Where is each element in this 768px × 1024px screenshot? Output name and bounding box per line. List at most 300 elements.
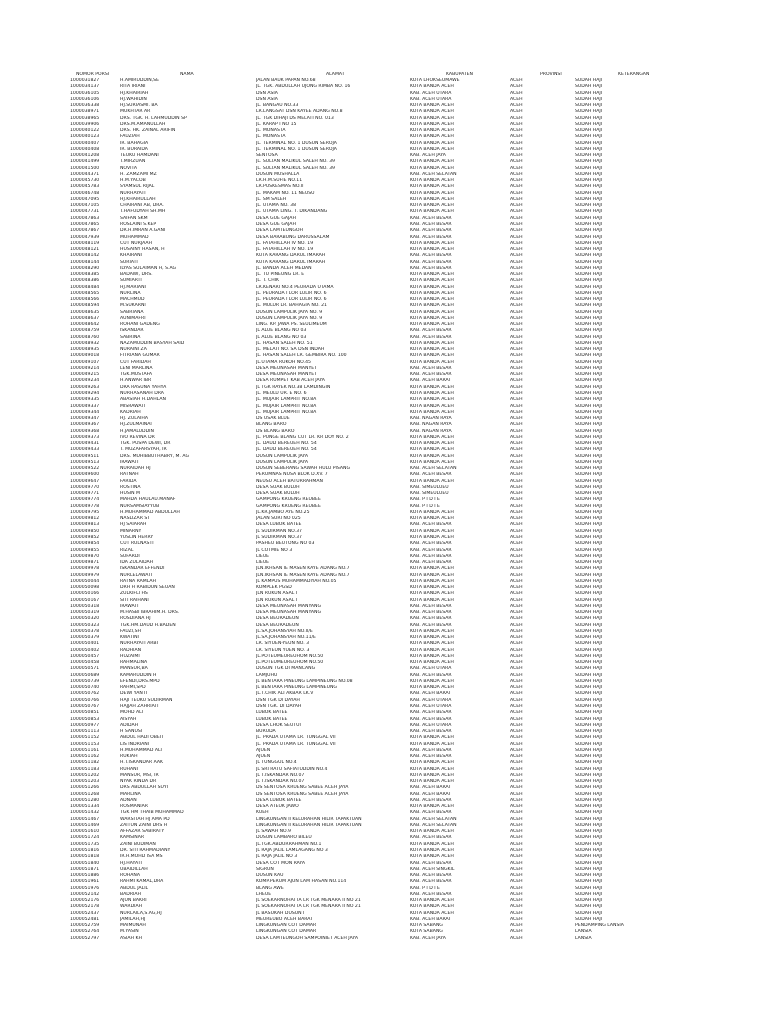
cell-kabupaten: KAB. ACEH JAYA — [410, 153, 446, 159]
cell-nomor-porsi: 1000050319 — [70, 610, 100, 616]
cell-kabupaten: KAB. ACEH UTARA — [410, 722, 452, 728]
cell-kabupaten: KAB. ACEH UTARA — [410, 697, 452, 703]
cell-kabupaten: KAB. NAGAN RAYA — [410, 428, 452, 434]
cell-keterangan: SUDAH HAJI — [575, 416, 603, 422]
cell-nama: ROHANI GADENG — [120, 322, 160, 328]
cell-alamat: LINGKUNGAN II KELURAHAN HILIR TAPAKTUAN — [256, 816, 362, 822]
cell-kabupaten: KAB. ACEH BESAR — [410, 729, 452, 735]
cell-provinsi: ACEH — [510, 78, 523, 83]
table-row — [0, 767, 768, 773]
cell-nomor-porsi: 1000050766 — [70, 697, 100, 703]
table-row — [0, 429, 768, 435]
cell-keterangan: SUDAH HAJI — [575, 303, 603, 309]
table-row — [0, 729, 768, 735]
cell-nama: NYAK RINDA DR — [120, 779, 157, 785]
cell-nama: SUMIARTI — [120, 278, 142, 284]
cell-kabupaten: KAB. ACEH BESAR — [410, 616, 452, 622]
cell-alamat: JL. MELATI NO. SA DSN INDAH — [256, 347, 325, 353]
cell-kabupaten: KAB. ACEH BESAR — [410, 334, 452, 340]
cell-keterangan: SUDAH HAJI — [575, 134, 603, 140]
cell-provinsi: ACEH — [510, 841, 523, 847]
cell-provinsi: ACEH — [510, 359, 523, 365]
table-row — [0, 673, 768, 679]
cell-alamat: DUSUN LAMPULIK JAYA — [256, 453, 309, 459]
cell-alamat: JL.POTEUMEUREUHOM NO.50 — [256, 660, 324, 666]
cell-nama: HJ.ZULMAINAI — [120, 422, 152, 428]
cell-keterangan: SUDAH HAJI — [575, 265, 603, 271]
cell-keterangan: SUDAH HAJI — [575, 359, 603, 365]
cell-provinsi: ACEH — [510, 591, 523, 597]
cell-keterangan: SUDAH HAJI — [575, 378, 603, 384]
cell-provinsi: ACEH — [510, 290, 523, 296]
cell-provinsi: ACEH — [510, 866, 523, 872]
cell-nama: H SANUSI — [120, 729, 143, 735]
cell-keterangan: SUDAH HAJI — [575, 653, 603, 659]
cell-nomor-porsi: 1000040408 — [70, 146, 100, 152]
table-row — [0, 911, 768, 917]
cell-nama: DRH H RABIDUN SEUAN — [120, 585, 175, 591]
table-row — [0, 873, 768, 879]
table-row — [0, 479, 768, 485]
cell-alamat: JL. MONASTA — [256, 128, 286, 134]
table-row — [0, 742, 768, 748]
cell-alamat: JL. MUJAIR LAMPRIT NO.8A — [256, 409, 317, 415]
cell-nama: IR. BAHAGIA — [120, 140, 149, 146]
cell-alamat: JL. UTAMA NO. 38 — [256, 203, 296, 209]
cell-kabupaten: KOTA BANDA ACEH — [410, 196, 454, 202]
cell-alamat: JL. TU PINEUNG LR. E — [256, 272, 305, 278]
cell-kabupaten: KOTA BANDA ACEH — [410, 209, 454, 215]
cell-provinsi: ACEH — [510, 754, 523, 760]
table-row — [0, 510, 768, 516]
cell-kabupaten: KAB. ACEH BESAR — [410, 835, 452, 841]
cell-provinsi: ACEH — [510, 391, 523, 396]
cell-nomor-porsi: 1000050851 — [70, 710, 100, 716]
cell-provinsi: ACEH — [510, 128, 523, 134]
cell-keterangan: SUDAH HAJI — [575, 441, 603, 447]
table-row — [0, 410, 768, 416]
cell-alamat: JL.UTAMA RUKOH NO.45 — [256, 359, 311, 365]
cell-nomor-porsi: 1000050457 — [70, 653, 100, 659]
cell-nomor-porsi: 1000048385 — [70, 272, 100, 278]
cell-provinsi: ACEH — [510, 653, 523, 659]
table-row — [0, 178, 768, 184]
table-row — [0, 529, 768, 535]
cell-nama: NURAIDAH HJ — [120, 466, 151, 472]
cell-kabupaten: KAB. ACEH BESAR — [410, 259, 452, 265]
cell-alamat: DESA MEUNASAH MANYANG — [256, 603, 322, 609]
cell-nama: CUT RULNASTI — [120, 541, 154, 547]
cell-kabupaten: KOTA BANDA ACEH — [410, 898, 454, 904]
cell-alamat: DUSUN LAMPULIK JAYA — [256, 459, 309, 465]
cell-kabupaten: KOTA BANDA ACEH — [410, 115, 454, 121]
cell-alamat: DS SENTOSA KRUENG SABEE ACEH JAYA — [256, 785, 349, 791]
cell-nomor-porsi: 1000049373 — [70, 434, 100, 440]
cell-alamat: DESA ATEUK JAWO — [256, 804, 299, 810]
cell-keterangan: SUDAH HAJI — [575, 904, 603, 910]
cell-provinsi: ACEH — [510, 691, 523, 697]
cell-provinsi: ACEH — [510, 347, 523, 353]
cell-nomor-porsi: 1000040407 — [70, 140, 100, 146]
cell-kabupaten: KOTA SABANG — [410, 923, 443, 929]
cell-nama: IRAWATI — [120, 603, 139, 609]
cell-keterangan: SUDAH HAJI — [575, 253, 603, 259]
cell-keterangan: SUDAH HAJI — [575, 290, 603, 296]
cell-kabupaten: KAB. ACEH BESAR — [410, 860, 452, 866]
table-row — [0, 235, 768, 241]
cell-alamat: KUTA KARANG DARUL IMARAH — [256, 253, 326, 259]
cell-nomor-porsi: 1000036105 — [70, 90, 100, 96]
cell-alamat: JL. PRADA UTAMA LR. TUNGGAL VII — [256, 741, 336, 747]
cell-provinsi: ACEH — [510, 528, 523, 534]
cell-keterangan: SUDAH HAJI — [575, 322, 603, 328]
table-row — [0, 197, 768, 203]
cell-kabupaten: KOTA BANDA ACEH — [410, 647, 454, 653]
cell-kabupaten: KAB. ACEH BESAR — [410, 873, 452, 879]
table-row — [0, 460, 768, 466]
cell-provinsi: ACEH — [510, 466, 523, 472]
cell-keterangan: SUDAH HAJI — [575, 115, 603, 121]
cell-nomor-porsi: 1000049513 — [70, 459, 100, 465]
cell-kabupaten: KAB. ACEH BARAT — [410, 791, 452, 797]
cell-provinsi: ACEH — [510, 90, 523, 96]
cell-nama: ABASIAH H.DAHLAN — [120, 397, 166, 403]
cell-provinsi: ACEH — [510, 735, 523, 741]
cell-provinsi: ACEH — [510, 935, 523, 941]
table-row — [0, 598, 768, 604]
table-row — [0, 128, 768, 134]
table-row — [0, 641, 768, 647]
cell-provinsi: ACEH — [510, 272, 523, 278]
table-row — [0, 272, 768, 278]
cell-kabupaten: KAB. ACEH UTARA — [410, 704, 452, 709]
cell-alamat: DESA LHOK SEUTUI — [256, 722, 301, 728]
cell-provinsi: ACEH — [510, 472, 523, 478]
table-row — [0, 416, 768, 422]
cell-nama: ISKANDAR — [120, 328, 144, 334]
table-row — [0, 141, 768, 147]
table-row — [0, 454, 768, 460]
cell-provinsi: ACEH — [510, 785, 523, 791]
cell-nomor-porsi: 1000052178 — [70, 904, 100, 910]
cell-nomor-porsi: 1000049978 — [70, 566, 100, 572]
cell-nama: MANSUR, MSI, IR — [120, 772, 159, 778]
cell-alamat: JL. HASAN SALEH LR. GEMBIRA NO. 100 — [256, 353, 347, 359]
table-row — [0, 435, 768, 441]
cell-kabupaten: KAB. ACEH BESAR — [410, 553, 452, 559]
cell-alamat: LINGKUNGAN COT DAMAR — [256, 929, 317, 935]
cell-keterangan: SUDAH HAJI — [575, 503, 603, 509]
table-row — [0, 78, 768, 84]
cell-nomor-porsi: 1000049600 — [70, 472, 100, 478]
cell-keterangan: SUDAH HAJI — [575, 491, 603, 497]
table-row — [0, 704, 768, 710]
cell-alamat: DS SENTOSA KRUENG SABEE ACEH JAYA — [256, 791, 349, 797]
cell-provinsi: ACEH — [510, 879, 523, 885]
cell-keterangan: SUDAH HAJI — [575, 735, 603, 741]
cell-nama: ROSLAINI S.KEP — [120, 221, 157, 227]
cell-alamat: JL KAMPUS MUHAMMADIYAH NO.05 — [256, 578, 337, 584]
cell-nomor-porsi: 1000050402 — [70, 647, 100, 653]
cell-kabupaten: KAB. ACEH UTARA — [410, 90, 452, 96]
cell-kabupaten: KOTA BANDA ACEH — [410, 779, 454, 785]
cell-kabupaten: KAB. ACEH BESAR — [410, 754, 452, 760]
table-row — [0, 535, 768, 541]
table-row — [0, 397, 768, 403]
table-row — [0, 785, 768, 791]
cell-nama: AFFAZAR SABIRATY — [120, 829, 165, 835]
cell-provinsi: ACEH — [510, 334, 523, 340]
cell-kabupaten: KOTA BANDA ACEH — [410, 534, 454, 540]
cell-alamat: JL.SA.JOHANSYAH NO.II/E — [256, 628, 313, 634]
cell-nama: DRS. TGK. H. LAHMUDDIN SP — [120, 115, 187, 121]
cell-keterangan: SUDAH HAJI — [575, 221, 603, 227]
cell-nama: KWATINI — [120, 635, 139, 641]
cell-provinsi: ACEH — [510, 478, 523, 484]
cell-keterangan: SUDAH HAJI — [575, 873, 603, 879]
cell-alamat: DESA GUE GAJAH — [256, 215, 296, 221]
cell-keterangan: SUDAH HAJI — [575, 760, 603, 766]
cell-provinsi: ACEH — [510, 428, 523, 434]
cell-provinsi: ACEH — [510, 146, 523, 152]
cell-kabupaten: KOTA BANDA ACEH — [410, 741, 454, 747]
table-row — [0, 485, 768, 491]
cell-nomor-porsi: 1000048566 — [70, 297, 100, 303]
cell-keterangan: SUDAH HAJI — [575, 829, 603, 835]
table-row — [0, 685, 768, 691]
table-row — [0, 166, 768, 172]
cell-nama: HAJI TEUKU SUDIRMAN — [120, 697, 173, 703]
cell-keterangan: SUDAH HAJI — [575, 591, 603, 597]
cell-keterangan: SUDAH HAJI — [575, 90, 603, 96]
table-row — [0, 779, 768, 785]
cell-keterangan: SUDAH HAJI — [575, 741, 603, 747]
cell-nomor-porsi: 1000050740 — [70, 685, 100, 691]
cell-keterangan: SUDAH HAJI — [575, 566, 603, 572]
cell-kabupaten: KAB. ACEH BESAR — [410, 560, 452, 566]
cell-keterangan: SUDAH HAJI — [575, 153, 603, 159]
cell-alamat: JL. MEULU UR. E NO. 6 — [256, 391, 307, 396]
cell-kabupaten: KAB. ACEH BESAR — [410, 603, 452, 609]
cell-kabupaten: KOTA BANDA ACEH — [410, 272, 454, 278]
cell-provinsi: ACEH — [510, 822, 523, 828]
cell-keterangan: SUDAH HAJI — [575, 190, 603, 196]
cell-alamat: JL. SM SALEH — [256, 196, 287, 202]
table-row — [0, 623, 768, 629]
cell-nama: NAZAMUDDIN BASYAH SAID — [120, 340, 185, 346]
cell-provinsi: ACEH — [510, 84, 523, 90]
cell-kabupaten: KOTA BANDA ACEH — [410, 353, 454, 359]
cell-provinsi: ACEH — [510, 810, 523, 816]
cell-nomor-porsi: 1000049774 — [70, 497, 100, 503]
cell-alamat: JL ALUE BLANG NO 03 — [256, 334, 307, 340]
cell-nomor-porsi: 1000051735 — [70, 841, 100, 847]
cell-provinsi: ACEH — [510, 484, 523, 490]
cell-provinsi: ACEH — [510, 259, 523, 265]
cell-nomor-porsi: 1000050166 — [70, 591, 100, 597]
cell-keterangan: SUDAH HAJI — [575, 209, 603, 215]
cell-keterangan: SUDAH HAJI — [575, 284, 603, 290]
cell-keterangan: SUDAH HAJI — [575, 309, 603, 315]
cell-nama: MISRAWATI — [120, 403, 146, 409]
cell-nama: TGK.MUSTAFA — [120, 372, 153, 378]
cell-provinsi: ACEH — [510, 96, 523, 102]
table-row — [0, 635, 768, 641]
cell-alamat: LR.LANGSAT DSN KAYEE ADANG NO.8 — [256, 109, 343, 115]
cell-nama: M.HASBI IBRAHIM.H. DRS. — [120, 610, 180, 616]
table-row — [0, 892, 768, 898]
cell-nomor-porsi: 1000049854 — [70, 541, 100, 547]
cell-nama: TGK.HM.DAUD H.BADEN — [120, 622, 176, 628]
cell-keterangan: SUDAH HAJI — [575, 672, 603, 678]
cell-alamat: JL SOEKARNOHATTA LR TGK MENARA II NO 21 — [256, 904, 361, 910]
cell-alamat: BLANG AWE — [256, 885, 284, 891]
cell-provinsi: ACEH — [510, 153, 523, 159]
cell-provinsi: ACEH — [510, 760, 523, 766]
cell-alamat: JL SAWAH NO.9 — [256, 829, 291, 835]
cell-nama: MINARNY — [120, 528, 142, 534]
cell-alamat: LIEUE — [256, 553, 270, 559]
cell-provinsi: ACEH — [510, 672, 523, 678]
table-row — [0, 447, 768, 453]
cell-nama: T.HAFUDYAH SH.MH — [120, 209, 166, 215]
cell-alamat: DUSUN KAU — [256, 873, 284, 879]
cell-alamat: JL. MAKAM NO. 11 NEUSU — [256, 190, 315, 196]
cell-alamat: JL. MULUR LR. BAHAGIA NO. 21 — [256, 303, 327, 309]
cell-nama: HJ.KHAIRULLAH — [120, 196, 156, 202]
cell-keterangan: SUDAH HAJI — [575, 247, 603, 253]
cell-nomor-porsi: 1000051432 — [70, 810, 100, 816]
table-row — [0, 122, 768, 128]
cell-keterangan: SUDAH HAJI — [575, 616, 603, 622]
table-row — [0, 335, 768, 341]
cell-keterangan: SUDAH HAJI — [575, 704, 603, 709]
cell-nomor-porsi: 1000041499 — [70, 159, 100, 165]
cell-provinsi: ACEH — [510, 854, 523, 860]
cell-provinsi: ACEH — [510, 134, 523, 140]
cell-alamat: JL. BANDA ACEH MEDAN — [256, 265, 312, 271]
cell-nomor-porsi: 1000051162 — [70, 754, 100, 760]
cell-nomor-porsi: 1000049770 — [70, 484, 100, 490]
cell-nomor-porsi: 1000049215 — [70, 372, 100, 378]
cell-nama: DRS. MUHIBBUTHABRY, M. AG — [120, 453, 190, 459]
cell-provinsi: ACEH — [510, 522, 523, 528]
cell-nama: SITI RAIHANI — [120, 597, 149, 603]
cell-provinsi: ACEH — [510, 209, 523, 215]
cell-alamat: JL BENTARA PINEUNG LAMPINEUNG NO.08 — [256, 678, 353, 684]
cell-keterangan: SUDAH HAJI — [575, 315, 603, 321]
cell-keterangan: SUDAH HAJI — [575, 397, 603, 403]
cell-keterangan: SUDAH HAJI — [575, 203, 603, 209]
cell-kabupaten: KOTA BANDA ACEH — [410, 384, 454, 390]
cell-kabupaten: KOTA BANDA ACEH — [410, 391, 454, 396]
table-row — [0, 466, 768, 472]
cell-keterangan: SUDAH HAJI — [575, 328, 603, 334]
cell-nomor-porsi: 1000050977 — [70, 722, 100, 728]
cell-alamat: JL T.ISKANDAR NO.07 — [256, 772, 305, 778]
cell-nomor-porsi: 1000049979 — [70, 572, 100, 578]
cell-provinsi: ACEH — [510, 234, 523, 240]
table-row — [0, 266, 768, 272]
cell-provinsi: ACEH — [510, 215, 523, 221]
cell-kabupaten: KOTA BANDA ACEH — [410, 397, 454, 403]
cell-provinsi: ACEH — [510, 541, 523, 547]
cell-keterangan: SUDAH HAJI — [575, 879, 603, 885]
cell-nama: FAUZIAH — [120, 134, 140, 140]
cell-nama: ASIAH KH — [120, 935, 142, 941]
cell-alamat: GAMPONG KRUENG REUBEE — [256, 503, 321, 509]
cell-nama: HJ.WAHIDIN — [120, 96, 147, 102]
cell-nomor-porsi: 1000051203 — [70, 779, 100, 785]
cell-alamat: LR. SIYEUN YUEN NO. 3 — [256, 647, 310, 653]
cell-kabupaten: KOTA BANDA ACEH — [410, 660, 454, 666]
cell-keterangan: SUDAH HAJI — [575, 403, 603, 409]
cell-keterangan: SUDAH HAJI — [575, 647, 603, 653]
cell-kabupaten: KOTA BANDA ACEH — [410, 140, 454, 146]
table-row — [0, 660, 768, 666]
cell-alamat: JL. TERMINAL NO. 1 DUSUN SEROJA — [256, 146, 337, 152]
cell-kabupaten: KAB. ACEH BESAR — [410, 879, 452, 885]
table-row — [0, 898, 768, 904]
cell-alamat: JL ALUE BLANG NO 03 — [256, 328, 307, 334]
table-row — [0, 735, 768, 741]
cell-nomor-porsi: 1000031827 — [70, 78, 100, 83]
cell-provinsi: ACEH — [510, 378, 523, 384]
cell-kabupaten: KAB. ACEH BESAR — [410, 365, 452, 371]
cell-provinsi: ACEH — [510, 685, 523, 691]
cell-kabupaten: KAB. ACEH BESAR — [410, 716, 452, 722]
cell-provinsi: ACEH — [510, 403, 523, 409]
cell-provinsi: ACEH — [510, 228, 523, 234]
cell-alamat: DESA LAMTEUNGOH SAMPOINIET ACEH JAYA — [256, 935, 358, 941]
cell-kabupaten: KOTA BANDA ACEH — [410, 203, 454, 209]
cell-nomor-porsi: 1000051183 — [70, 766, 100, 772]
cell-kabupaten: KAB. ACEH BARAT — [410, 378, 452, 384]
cell-provinsi: ACEH — [510, 240, 523, 246]
cell-nomor-porsi: 1000051816 — [70, 847, 100, 853]
cell-nama: WARDIAH — [120, 904, 143, 910]
table-row — [0, 879, 768, 885]
cell-keterangan: SUDAH HAJI — [575, 710, 603, 716]
cell-nomor-porsi: 1000051840 — [70, 860, 100, 866]
cell-nomor-porsi: 1000050853 — [70, 716, 100, 722]
table-row — [0, 366, 768, 372]
cell-provinsi: ACEH — [510, 929, 523, 935]
cell-keterangan: SUDAH HAJI — [575, 847, 603, 853]
cell-keterangan: SUDAH HAJI — [575, 516, 603, 522]
cell-alamat: JLN RUKUN ASAL I — [256, 591, 298, 597]
cell-alamat: JL. MONASTA — [256, 134, 286, 140]
cell-nomor-porsi: 1000052797 — [70, 935, 100, 941]
cell-provinsi: ACEH — [510, 910, 523, 916]
cell-kabupaten: KOTA BANDA ACEH — [410, 322, 454, 328]
cell-alamat: JL. PEURADA I LOR LULIR NO. 6 — [256, 290, 327, 296]
cell-provinsi: ACEH — [510, 791, 523, 797]
cell-keterangan: SUDAH HAJI — [575, 453, 603, 459]
table-row — [0, 835, 768, 841]
cell-nama: IR.H.MOHD ISA MS — [120, 854, 163, 860]
cell-kabupaten: KOTA BANDA ACEH — [410, 760, 454, 766]
cell-nomor-porsi: 1000051610 — [70, 829, 100, 835]
cell-kabupaten: KOTA BANDA ACEH — [410, 447, 454, 453]
cell-provinsi: ACEH — [510, 315, 523, 321]
cell-kabupaten: KOTA BANDA ACEH — [410, 240, 454, 246]
table-row — [0, 823, 768, 829]
cell-keterangan: SUDAH HAJI — [575, 822, 603, 828]
cell-alamat: GAMPONG KRUENG REUBEE — [256, 497, 321, 503]
cell-kabupaten: KOTA BANDA ACEH — [410, 347, 454, 353]
cell-provinsi: ACEH — [510, 835, 523, 841]
